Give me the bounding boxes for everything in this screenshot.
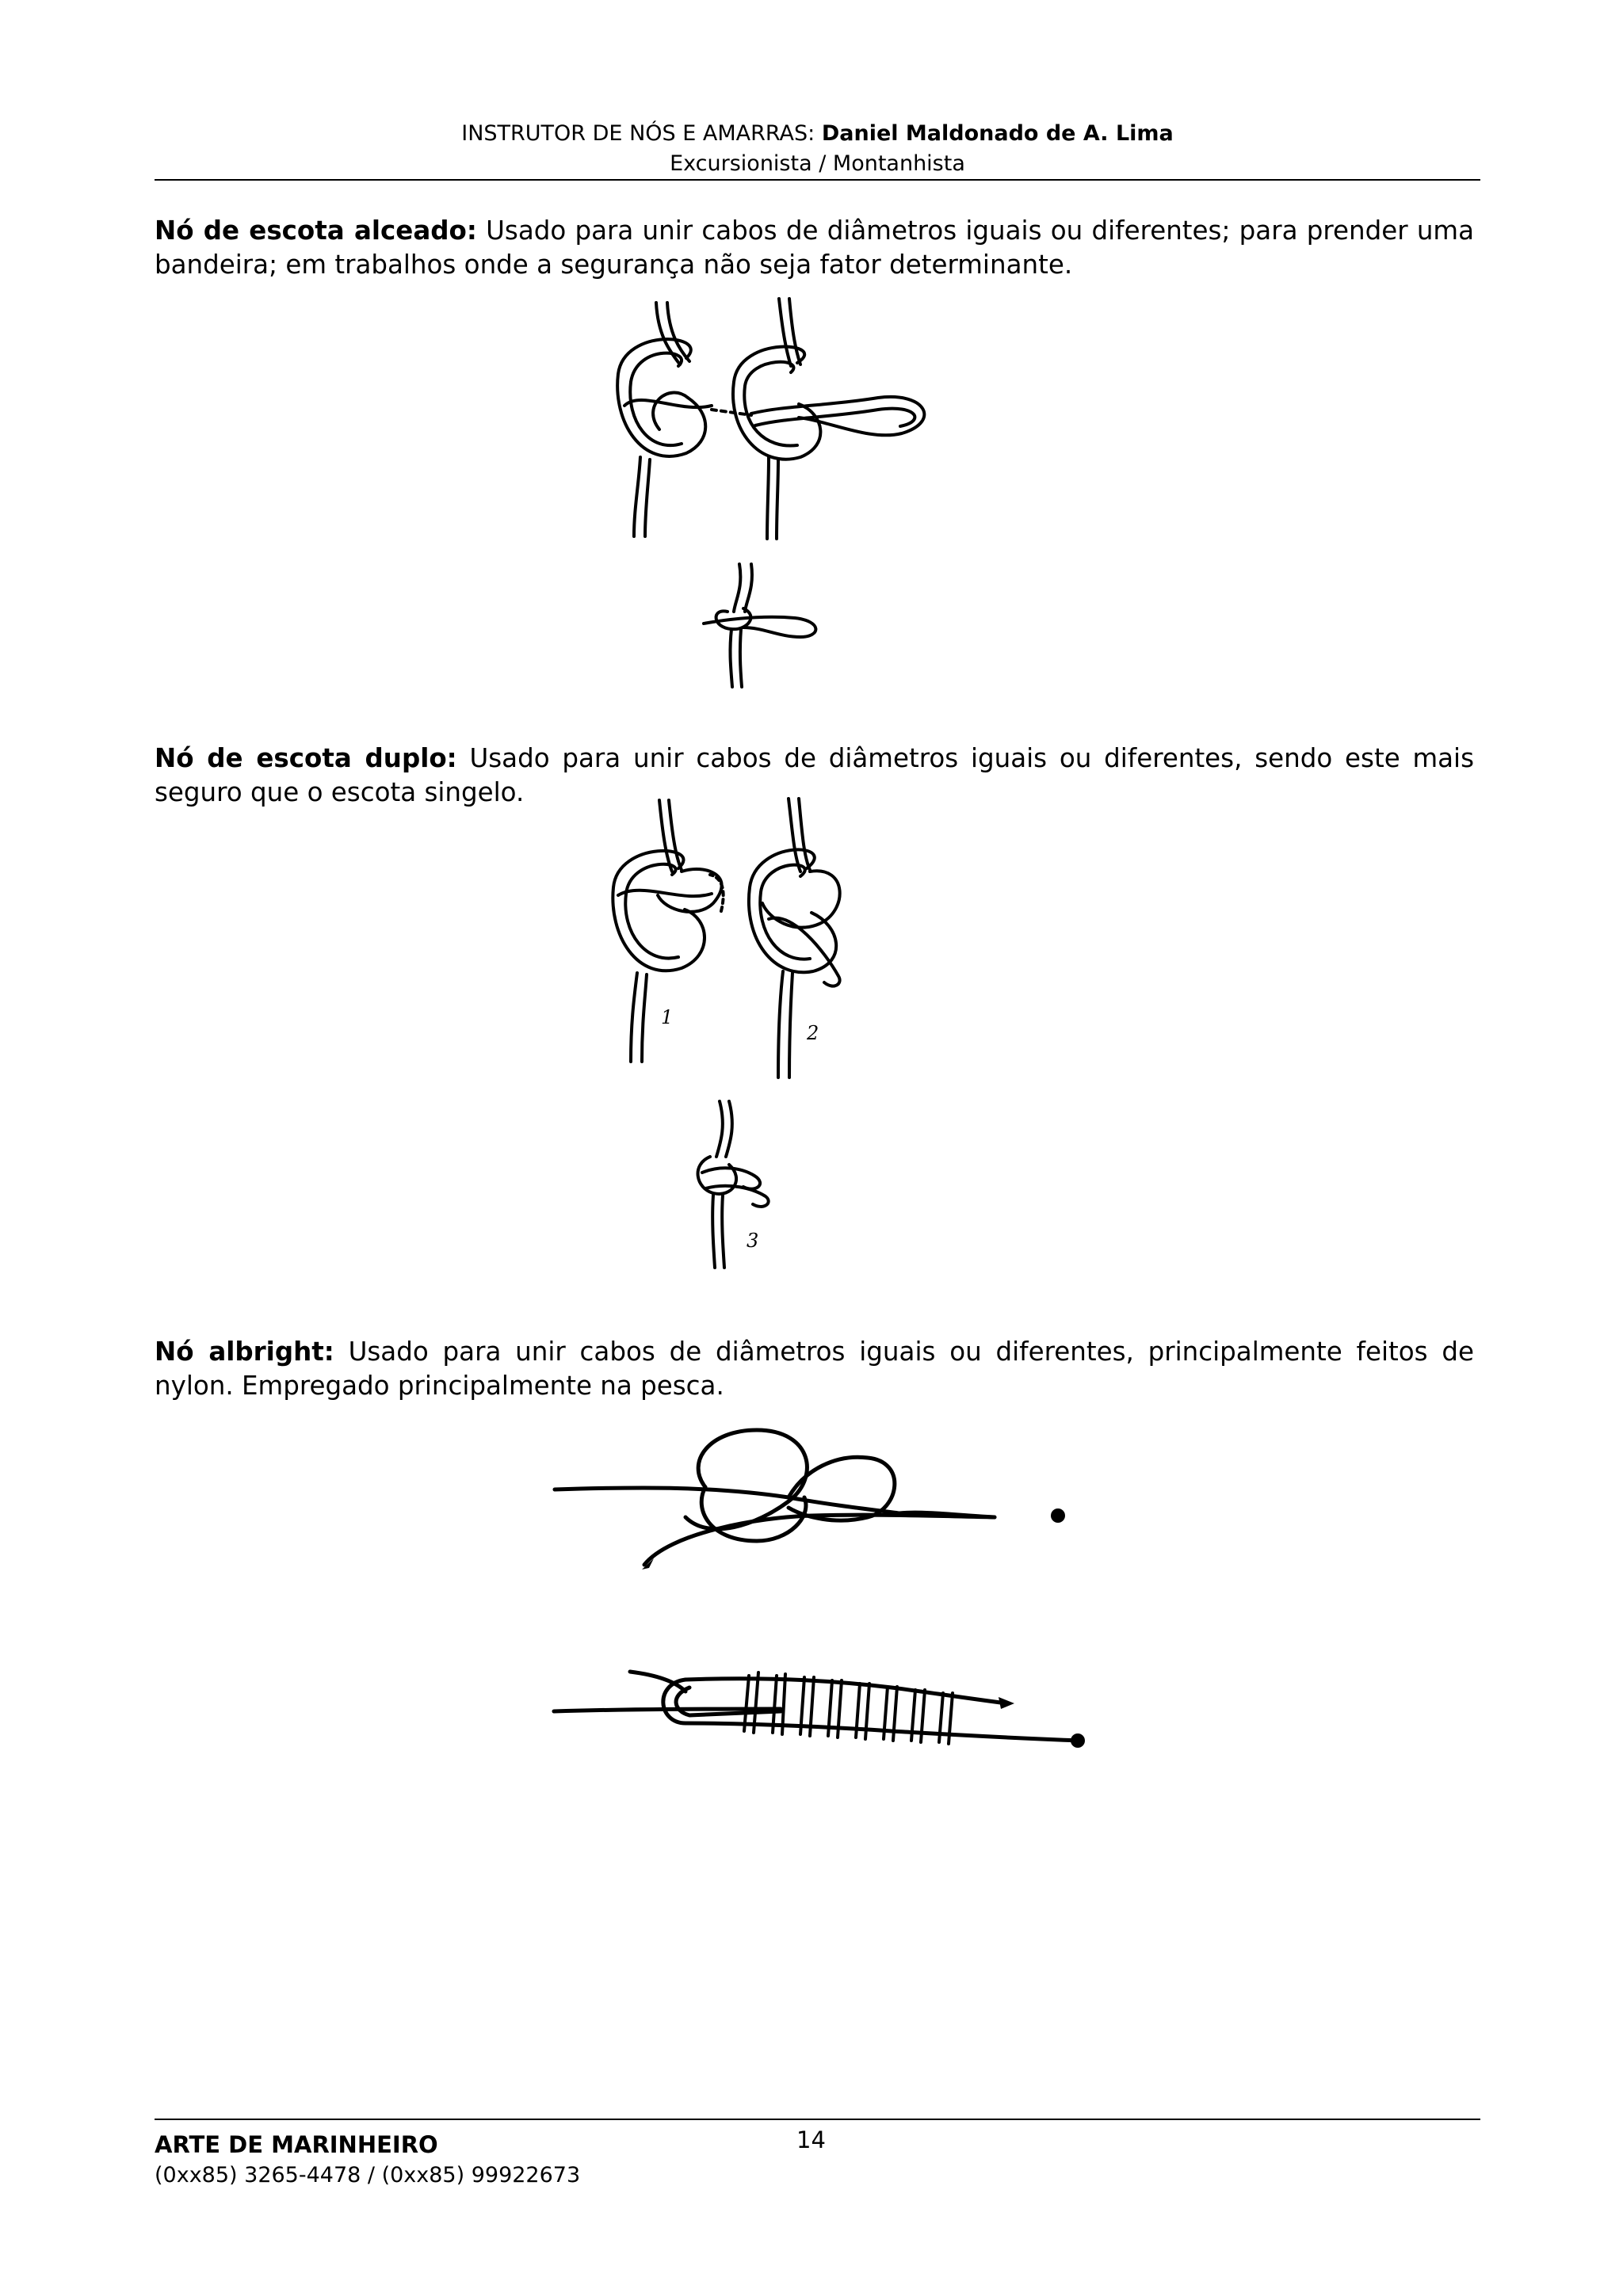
section-title: Nó de escota alceado: [155,215,477,246]
footer-phones: (0xx85) 3265-4478 / (0xx85) 99922673 [155,2163,581,2187]
page-header [155,119,1480,179]
page-footer [155,2126,1480,2209]
figure-step-label: 2 [807,1022,819,1044]
section-albright [155,1335,1474,1403]
escota-alceado-illustration [593,287,1013,715]
section-title: Nó albright: [155,1337,334,1367]
header-author: Daniel Maldonado de A. Lima [821,121,1174,146]
header-subtitle: Excursionista / Montanhista [670,151,965,176]
section-text: Usado para unir cabos de diâmetros iguais ou diferentes; para prender uma bandeira; em trabalhos onde a segurança não seja fator determinante. [155,215,1474,280]
albright-illustration [551,1422,1090,1763]
escota-duplo-illustration [586,792,1014,1315]
header-prefix: INSTRUTOR DE NÓS E AMARRAS: [461,121,822,146]
section-text: Usado para unir cabos de diâmetros iguais ou diferentes, principalmente feitos de nylon. Empregado principalmente na pesca. [155,1337,1475,1401]
figure-step-label: 3 [747,1230,759,1252]
footer-divider [155,2119,1480,2120]
section-text: Usado para unir cabos de diâmetros iguais ou diferentes, sendo este mais seguro que o escota singelo. [155,743,1474,807]
figure-step-label: 1 [661,1006,674,1028]
header-line [155,119,1480,149]
footer-title: ARTE DE MARINHEIRO [155,2131,438,2158]
page-number: 14 [796,2126,826,2153]
section-title: Nó de escota duplo: [155,743,457,773]
header-divider [155,179,1480,181]
section-escota-alceado [155,214,1474,282]
